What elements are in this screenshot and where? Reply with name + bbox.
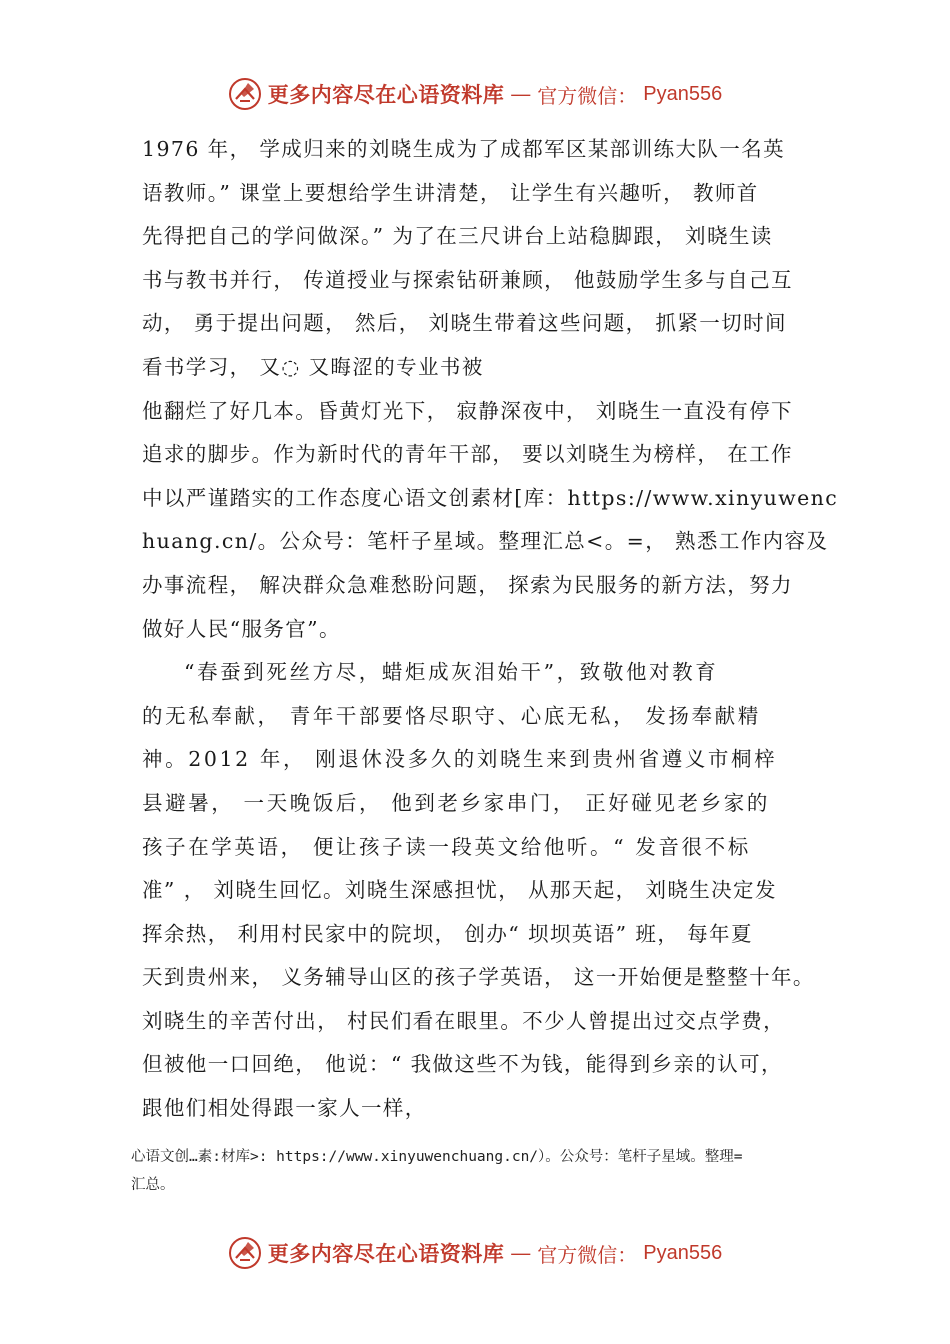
watermark-wechat-id: Pyan556 bbox=[643, 82, 723, 105]
footer-watermark bbox=[0, 1233, 950, 1273]
text-line: 但被他一口回绝， 他说：“ 我做这些不为钱，能得到乡亲的认可， bbox=[142, 1052, 783, 1077]
article-body bbox=[142, 128, 842, 1131]
watermark-main-text: 更多内容尽在心语资料库 bbox=[267, 82, 505, 107]
watermark-dash: — bbox=[510, 1241, 532, 1265]
footnote-line: 汇总。 bbox=[131, 1177, 175, 1193]
text-line: 神。2012 年， 刚退休没多久的刘晓生来到贵州省遵义市桐梓 bbox=[142, 747, 778, 772]
text-line: 书与教书并行， 传道授业与探索钻研兼顾， 他鼓励学生多与自己互 bbox=[142, 267, 793, 292]
book-quill-logo-icon bbox=[228, 77, 262, 111]
text-line: 挥余热， 利用村民家中的院坝， 创办“ 坝坝英语” 班， 每年夏 bbox=[142, 921, 753, 946]
text-line: 1976 年， 学成归来的刘晓生成为了成都军区某部训练大队一名英 bbox=[142, 137, 786, 161]
book-quill-logo-icon bbox=[228, 1236, 262, 1270]
text-line: 追求的脚步。作为新时代的青年干部， 要以刘晓生为榜样， 在工作 bbox=[142, 442, 793, 467]
watermark-main-text: 更多内容尽在心语资料库 bbox=[267, 1241, 505, 1266]
footnote bbox=[131, 1143, 851, 1199]
text-line: 办事流程， 解决群众急难愁盼问题， 探索为民服务的新方法，努力 bbox=[142, 572, 793, 597]
text-line: 他翻烂了好几本。昏黄灯光下， 寂静深夜中， 刘晓生一直没有停下 bbox=[142, 398, 793, 423]
text-line: 先得把自己的学问做深。” 为了在三尺讲台上站稳脚跟， 刘晓生读 bbox=[142, 224, 773, 249]
text-line: huang.cn/。公众号：笔杆子星域。整理汇总<。=， 熟悉工作内容及 bbox=[142, 529, 829, 554]
text-line: 孩子在学英语， 便让孩子读一段英文给他听。“ 发音很不标 bbox=[142, 834, 751, 859]
text-line: 做好人民“服务官”。 bbox=[142, 616, 341, 641]
watermark-official-label: 官方微信： bbox=[537, 1242, 638, 1267]
text-line: 中以严谨踏实的工作态度心语文创素材[库：https://www.xinyuwenc bbox=[142, 485, 839, 510]
watermark-dash: — bbox=[510, 82, 532, 106]
text-line: 天到贵州来， 义务辅导山区的孩子学英语， 这一开始便是整整十年。 bbox=[142, 965, 815, 990]
text-line: 刘晓生的辛苦付出， 村民们看在眼里。不少人曾提出过交点学费， bbox=[142, 1008, 786, 1033]
text-line: 准” ， 刘晓生回忆。刘晓生深感担忧， 从那天起， 刘晓生决定发 bbox=[142, 878, 777, 903]
text-line: 动， 勇于提出问题， 然后， 刘晓生带着这些问题， 抓紧一切时间 bbox=[142, 311, 787, 336]
text-line: 语教师。” 课堂上要想给学生讲清楚， 让学生有兴趣听， 教师首 bbox=[142, 180, 759, 205]
header-watermark bbox=[0, 74, 950, 114]
text-line: “春蚕到死丝方尽，蜡炬成灰泪始干”，致敬他对教育 bbox=[184, 660, 719, 685]
text-line: 跟他们相处得跟一家人一样， bbox=[142, 1096, 427, 1121]
watermark-wechat-id: Pyan556 bbox=[643, 1241, 723, 1264]
text-line: 县避暑， 一天晚饭后， 他到老乡家串门， 正好碰见老乡家的 bbox=[142, 790, 770, 815]
watermark-official-label: 官方微信： bbox=[537, 83, 638, 108]
text-line: 的无私奉献， 青年干部要恪尽职守、心底无私， 发扬奉献精 bbox=[142, 703, 761, 728]
text-line: 看书学习， 又◌ 又晦涩的专业书被 bbox=[142, 354, 484, 379]
footnote-line: 心语文创…素:材库>: https://www.xinyuwenchuang.cn/）。公众号：笔杆子星域。整理= bbox=[131, 1149, 743, 1165]
